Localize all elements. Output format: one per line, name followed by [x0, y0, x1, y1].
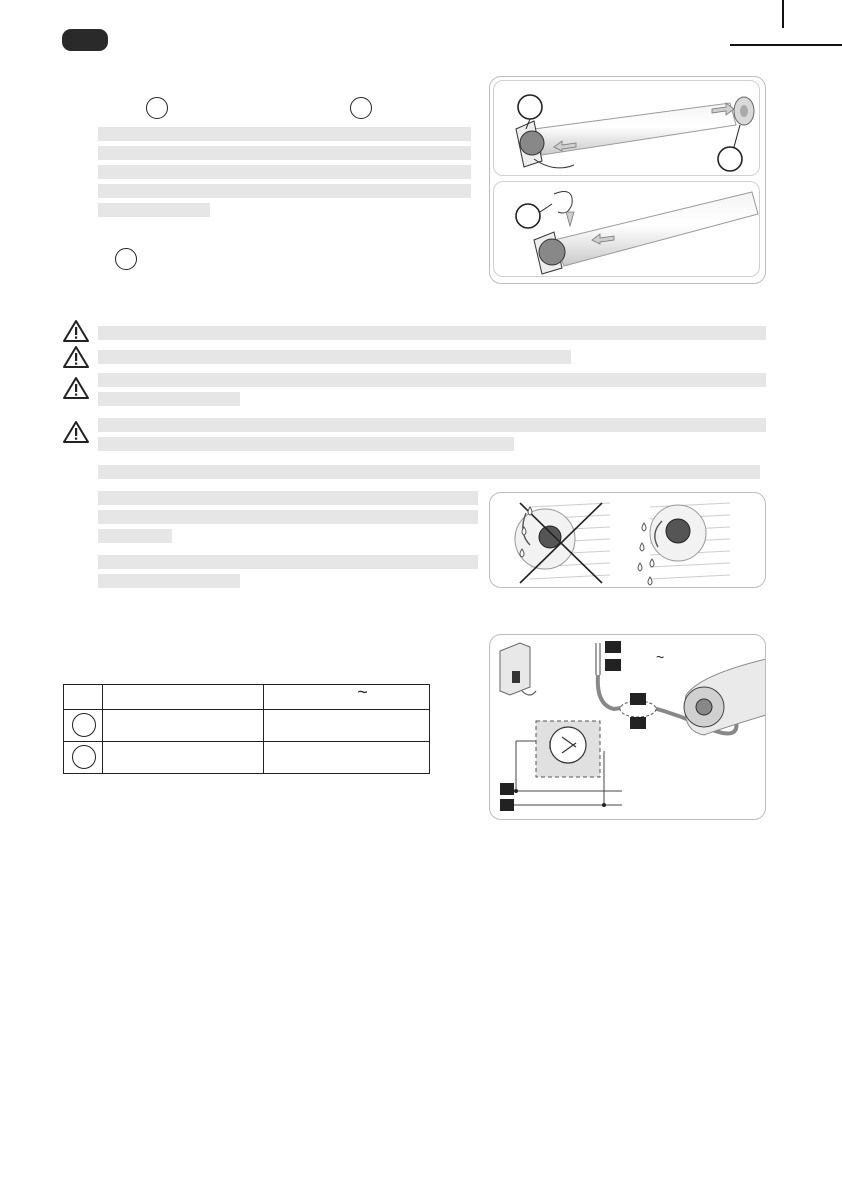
table-header-cell [64, 685, 103, 710]
warning-icon [63, 376, 89, 400]
text-line [98, 146, 471, 160]
warning-icon [63, 420, 89, 444]
water-drip-orientation-icon [490, 493, 766, 588]
wire-callout-circle [72, 713, 96, 737]
table-header-cell-ac [264, 682, 430, 710]
note-text-line [98, 491, 478, 505]
motor-head-rotation-icon [494, 182, 760, 277]
language-badge [62, 29, 108, 51]
table-header-cell [103, 685, 264, 710]
callout-circle-c [115, 248, 137, 270]
crop-mark-horizontal [730, 44, 842, 46]
figure-motor-insertion [489, 76, 766, 284]
table-cell [64, 710, 103, 742]
warning-text-line [98, 350, 571, 364]
warning-text-line [98, 373, 766, 387]
figure-sub-panel-top [493, 80, 760, 176]
warning-icon [63, 319, 89, 343]
note-text-line [98, 529, 172, 543]
warning-text-line [98, 418, 766, 432]
crop-mark-vertical [782, 0, 784, 28]
note-text-line [98, 555, 478, 569]
text-line [98, 184, 471, 198]
ac-symbol: ~ [656, 649, 665, 665]
note-text-line [98, 510, 478, 524]
callout-circle-a [146, 97, 168, 119]
table-cell [103, 710, 264, 742]
figure-wiring-diagram [489, 634, 766, 820]
motor-tube-insertion-icon [494, 81, 760, 176]
electrical-wiring-diagram-icon [490, 635, 766, 820]
text-line [98, 165, 471, 179]
text-line [98, 203, 210, 217]
warning-text-line [98, 392, 240, 406]
table-cell [64, 742, 103, 774]
figure-water-drip [489, 492, 766, 588]
table-cell [264, 742, 430, 774]
warning-icon [63, 345, 89, 369]
figure-sub-panel-bottom [493, 181, 760, 277]
ac-tilde-symbol: ~ [357, 682, 368, 702]
warning-text-line [98, 437, 514, 451]
text-line [98, 127, 471, 141]
callout-circle-b [350, 97, 372, 119]
warning-text-line [98, 326, 766, 340]
table-cell [264, 710, 430, 742]
wiring-spec-table [63, 684, 430, 774]
wire-callout-circle [72, 745, 96, 769]
note-text-line [98, 465, 760, 479]
note-text-line [98, 574, 240, 588]
table-cell [103, 742, 264, 774]
